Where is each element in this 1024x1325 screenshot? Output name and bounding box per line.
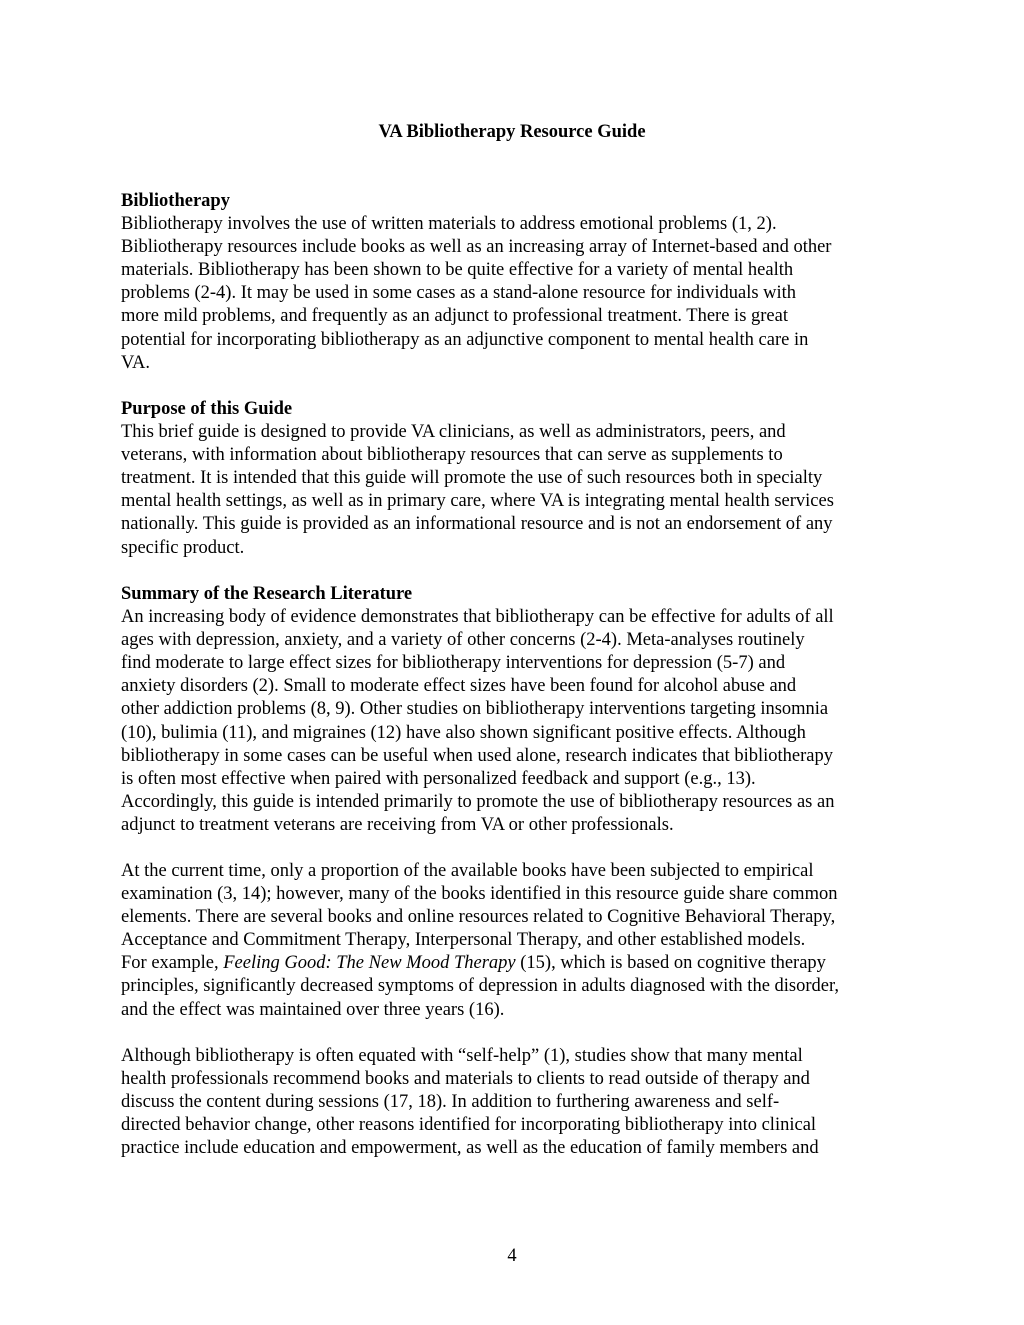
text-line: adjunct to treatment veterans are receiving from VA or other professionals.: [121, 814, 674, 835]
text-line: practice include education and empowerment, as well as the education of family members and: [121, 1138, 819, 1159]
text-line: potential for incorporating bibliotherapy as an adjunctive component to mental health care in: [121, 329, 809, 350]
paragraph-research-summary: [121, 606, 911, 837]
example-prefix: For example,: [121, 953, 224, 974]
paragraph-bibliotherapy: [121, 213, 911, 375]
text-line: and the effect was maintained over three years (16).: [121, 999, 505, 1020]
text-line: discuss the content during sessions (17, 18). In addition to furthering awareness and self-: [121, 1092, 780, 1113]
text-line: problems (2-4). It may be used in some cases as a stand-alone resource for individuals with: [121, 283, 797, 304]
text-line: At the current time, only a proportion of the available books have been subjected to empirical: [121, 861, 814, 881]
text-line: ages with depression, anxiety, and a variety of other concerns (2-4). Meta-analyses routinely: [121, 630, 805, 651]
text-line: This brief guide is designed to provide VA clinicians, as well as administrators, peers, and: [121, 422, 786, 443]
text-line: treatment. It is intended that this guide will promote the use of such resources both in specialty: [121, 468, 823, 489]
text-line: Bibliotherapy resources include books as well as an increasing array of Internet-based and other: [121, 237, 832, 258]
example-suffix: (15), which is based on cognitive therapy: [515, 953, 826, 974]
text-line: mental health settings, as well as in primary care, where VA is integrating mental health services: [121, 491, 834, 512]
section-self-help: [121, 1045, 911, 1160]
text-line: (10), bulimia (11), and migraines (12) have also shown significant positive effects. Although: [121, 722, 806, 743]
text-line: principles, significantly decreased symptoms of depression in adults diagnosed with the disorder,: [121, 976, 840, 997]
text-line: veterans, with information about bibliotherapy resources that can serve as supplements to: [121, 445, 783, 466]
paragraph-self-help: [121, 1045, 911, 1160]
text-line: VA.: [121, 352, 150, 373]
paragraph-purpose: [121, 421, 911, 560]
text-line: directed behavior change, other reasons identified for incorporating bibliotherapy into clinical: [121, 1115, 817, 1136]
text-line: find moderate to large effect sizes for bibliotherapy interventions for depression (5-7) and: [121, 653, 786, 674]
text-line-example: [121, 952, 911, 975]
section-bibliotherapy: [121, 190, 911, 375]
text-line: is often most effective when paired with personalized feedback and support (e.g., 13).: [121, 768, 756, 789]
page-number: 4: [507, 1246, 517, 1266]
text-line: health professionals recommend books and materials to clients to read outside of therapy and: [121, 1069, 810, 1090]
text-line: Although bibliotherapy is often equated with “self-help” (1), studies show that many mental: [121, 1046, 803, 1066]
section-research-summary: [121, 583, 911, 837]
text-line: anxiety disorders (2). Small to moderate effect sizes have been found for alcohol abuse and: [121, 676, 797, 697]
section-heading-bibliotherapy: Bibliotherapy: [121, 191, 230, 211]
section-current-evidence: [121, 860, 911, 1022]
text-line: bibliotherapy in some cases can be useful when used alone, research indicates that bibliotherapy: [121, 745, 834, 766]
section-heading-research-summary: Summary of the Research Literature: [121, 584, 413, 604]
text-line: specific product.: [121, 537, 245, 558]
text-line: Bibliotherapy involves the use of written materials to address emotional problems (1, 2).: [121, 214, 777, 235]
text-line: more mild problems, and frequently as an adjunct to professional treatment. There is great: [121, 306, 788, 327]
section-purpose: [121, 398, 911, 560]
document-title: VA Bibliotherapy Resource Guide: [378, 122, 646, 142]
text-line: An increasing body of evidence demonstrates that bibliotherapy can be effective for adults of all: [121, 607, 834, 628]
text-line: nationally. This guide is provided as an informational resource and is not an endorsement of any: [121, 514, 833, 535]
text-line: other addiction problems (8, 9). Other studies on bibliotherapy interventions targeting insomnia: [121, 699, 829, 720]
text-line: elements. There are several books and online resources related to Cognitive Behavioral Therapy,: [121, 907, 836, 928]
text-line: Acceptance and Commitment Therapy, Interpersonal Therapy, and other established models.: [121, 930, 806, 951]
text-line: Accordingly, this guide is intended primarily to promote the use of bibliotherapy resources as an: [121, 791, 835, 812]
text-line: materials. Bibliotherapy has been shown to be quite effective for a variety of mental health: [121, 260, 794, 281]
paragraph-current-evidence: [121, 860, 911, 1022]
text-line: examination (3, 14); however, many of the books identified in this resource guide share common: [121, 884, 838, 905]
book-title: Feeling Good: The New Mood Therapy: [223, 953, 516, 974]
section-heading-purpose: Purpose of this Guide: [121, 399, 293, 419]
